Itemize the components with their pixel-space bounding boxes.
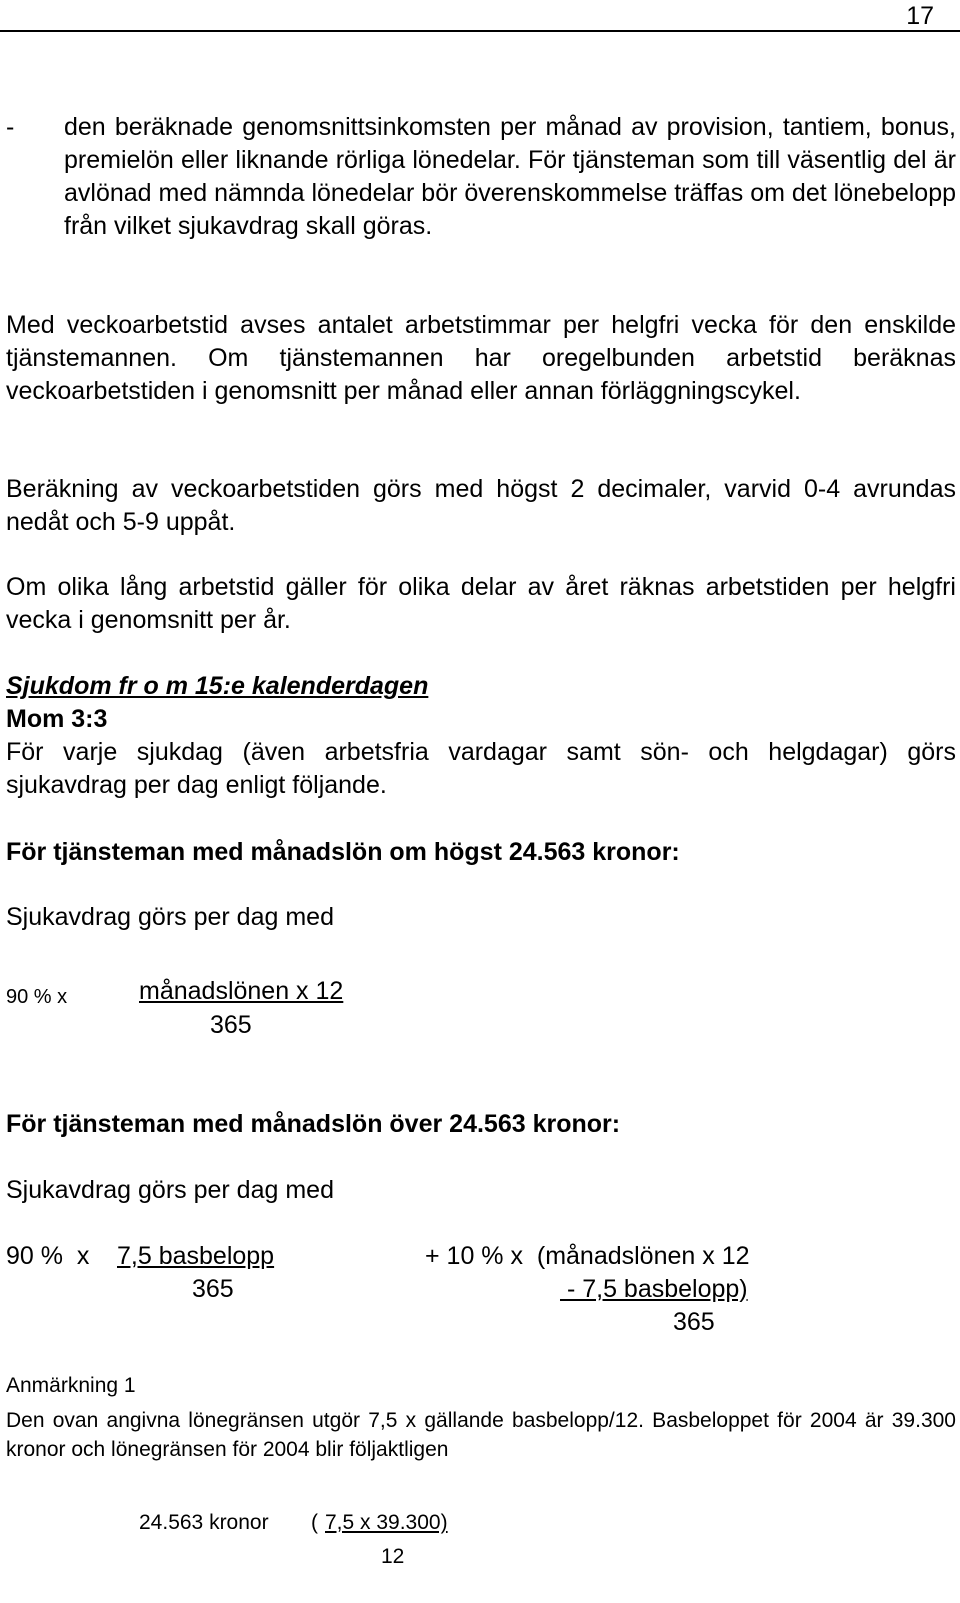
formula3-open-paren: ( [311,1511,318,1534]
formula1-numerator: månadslönen x 12 [139,977,344,1005]
note-heading: Anmärkning 1 [6,1374,136,1397]
formula2-minus-term: - 7,5 basbelopp) [560,1275,748,1303]
list-item-provision: den beräknade genomsnittsinkomsten per månad av provision, tantiem, bonus, premielön eller liknande rörliga lönedelar. För tjänsteman som till väsentlig del är avlönad med nämnda lönedelar bör överenskommelse träffas om det lönebelopp från vilket sjukavdrag skall göras. [64,113,956,240]
paragraph-veckoarbetstid: Med veckoarbetstid avses antalet arbetstimmar per helgfri vecka för den enskilde tjänstemannen. Om tjänstemannen har oregelbunden arbetstid beräknas veckoarbetstiden i genomsnitt per månad eller annan förläggningscykel. [6,311,956,405]
paragraph-berakning: Beräkning av veckoarbetstiden görs med högst 2 decimaler, varvid 0-4 avrundas nedåt och 5-9 uppåt. [6,475,956,536]
formula2-plus-term: + 10 % x (månadslönen x 12 [425,1242,750,1270]
paragraph-olika-arbetstid: Om olika lång arbetstid gäller för olika delar av året räknas arbetstiden per helgfri vecka i genomsnitt per år. [6,573,956,634]
formula2-numerator-a: 7,5 basbelopp [117,1242,275,1270]
heading-hogst: För tjänsteman med månadslön om högst 24.563 kronor: [6,838,680,866]
section-heading: Sjukdom fr o m 15:e kalenderdagen [6,672,429,700]
list-dash: - [6,113,15,141]
heading-over: För tjänsteman med månadslön över 24.563 kronor: [6,1110,621,1138]
page-number: 17 [906,2,934,30]
formula2-denominator-a: 365 [192,1275,234,1303]
formula1-denominator: 365 [210,1011,252,1039]
formula3-denominator: 12 [381,1545,405,1568]
sjukavdrag-text-2: Sjukavdrag görs per dag med [6,1176,334,1204]
sjukavdrag-text-1: Sjukavdrag görs per dag med [6,903,334,931]
formula1-prefix: 90 % x [6,986,68,1008]
note-text: Den ovan angivna lönegränsen utgör 7,5 x gällande basbelopp/12. Basbeloppet för 2004 är 39.300 kronor och lönegränsen för 2004 blir följaktligen [6,1409,956,1461]
formula2-denominator-b: 365 [673,1308,715,1336]
formula3-numerator: 7,5 x 39.300) [325,1511,448,1534]
mom-heading: Mom 3:3 [6,705,108,733]
formula3-amount: 24.563 kronor [139,1511,269,1534]
formula2-prefix: 90 % x [6,1242,90,1270]
header-rule [0,30,960,32]
paragraph-sjukdag: För varje sjukdag (även arbetsfria vardagar samt sön- och helgdagar) görs sjukavdrag per dag enligt följande. [6,738,956,799]
